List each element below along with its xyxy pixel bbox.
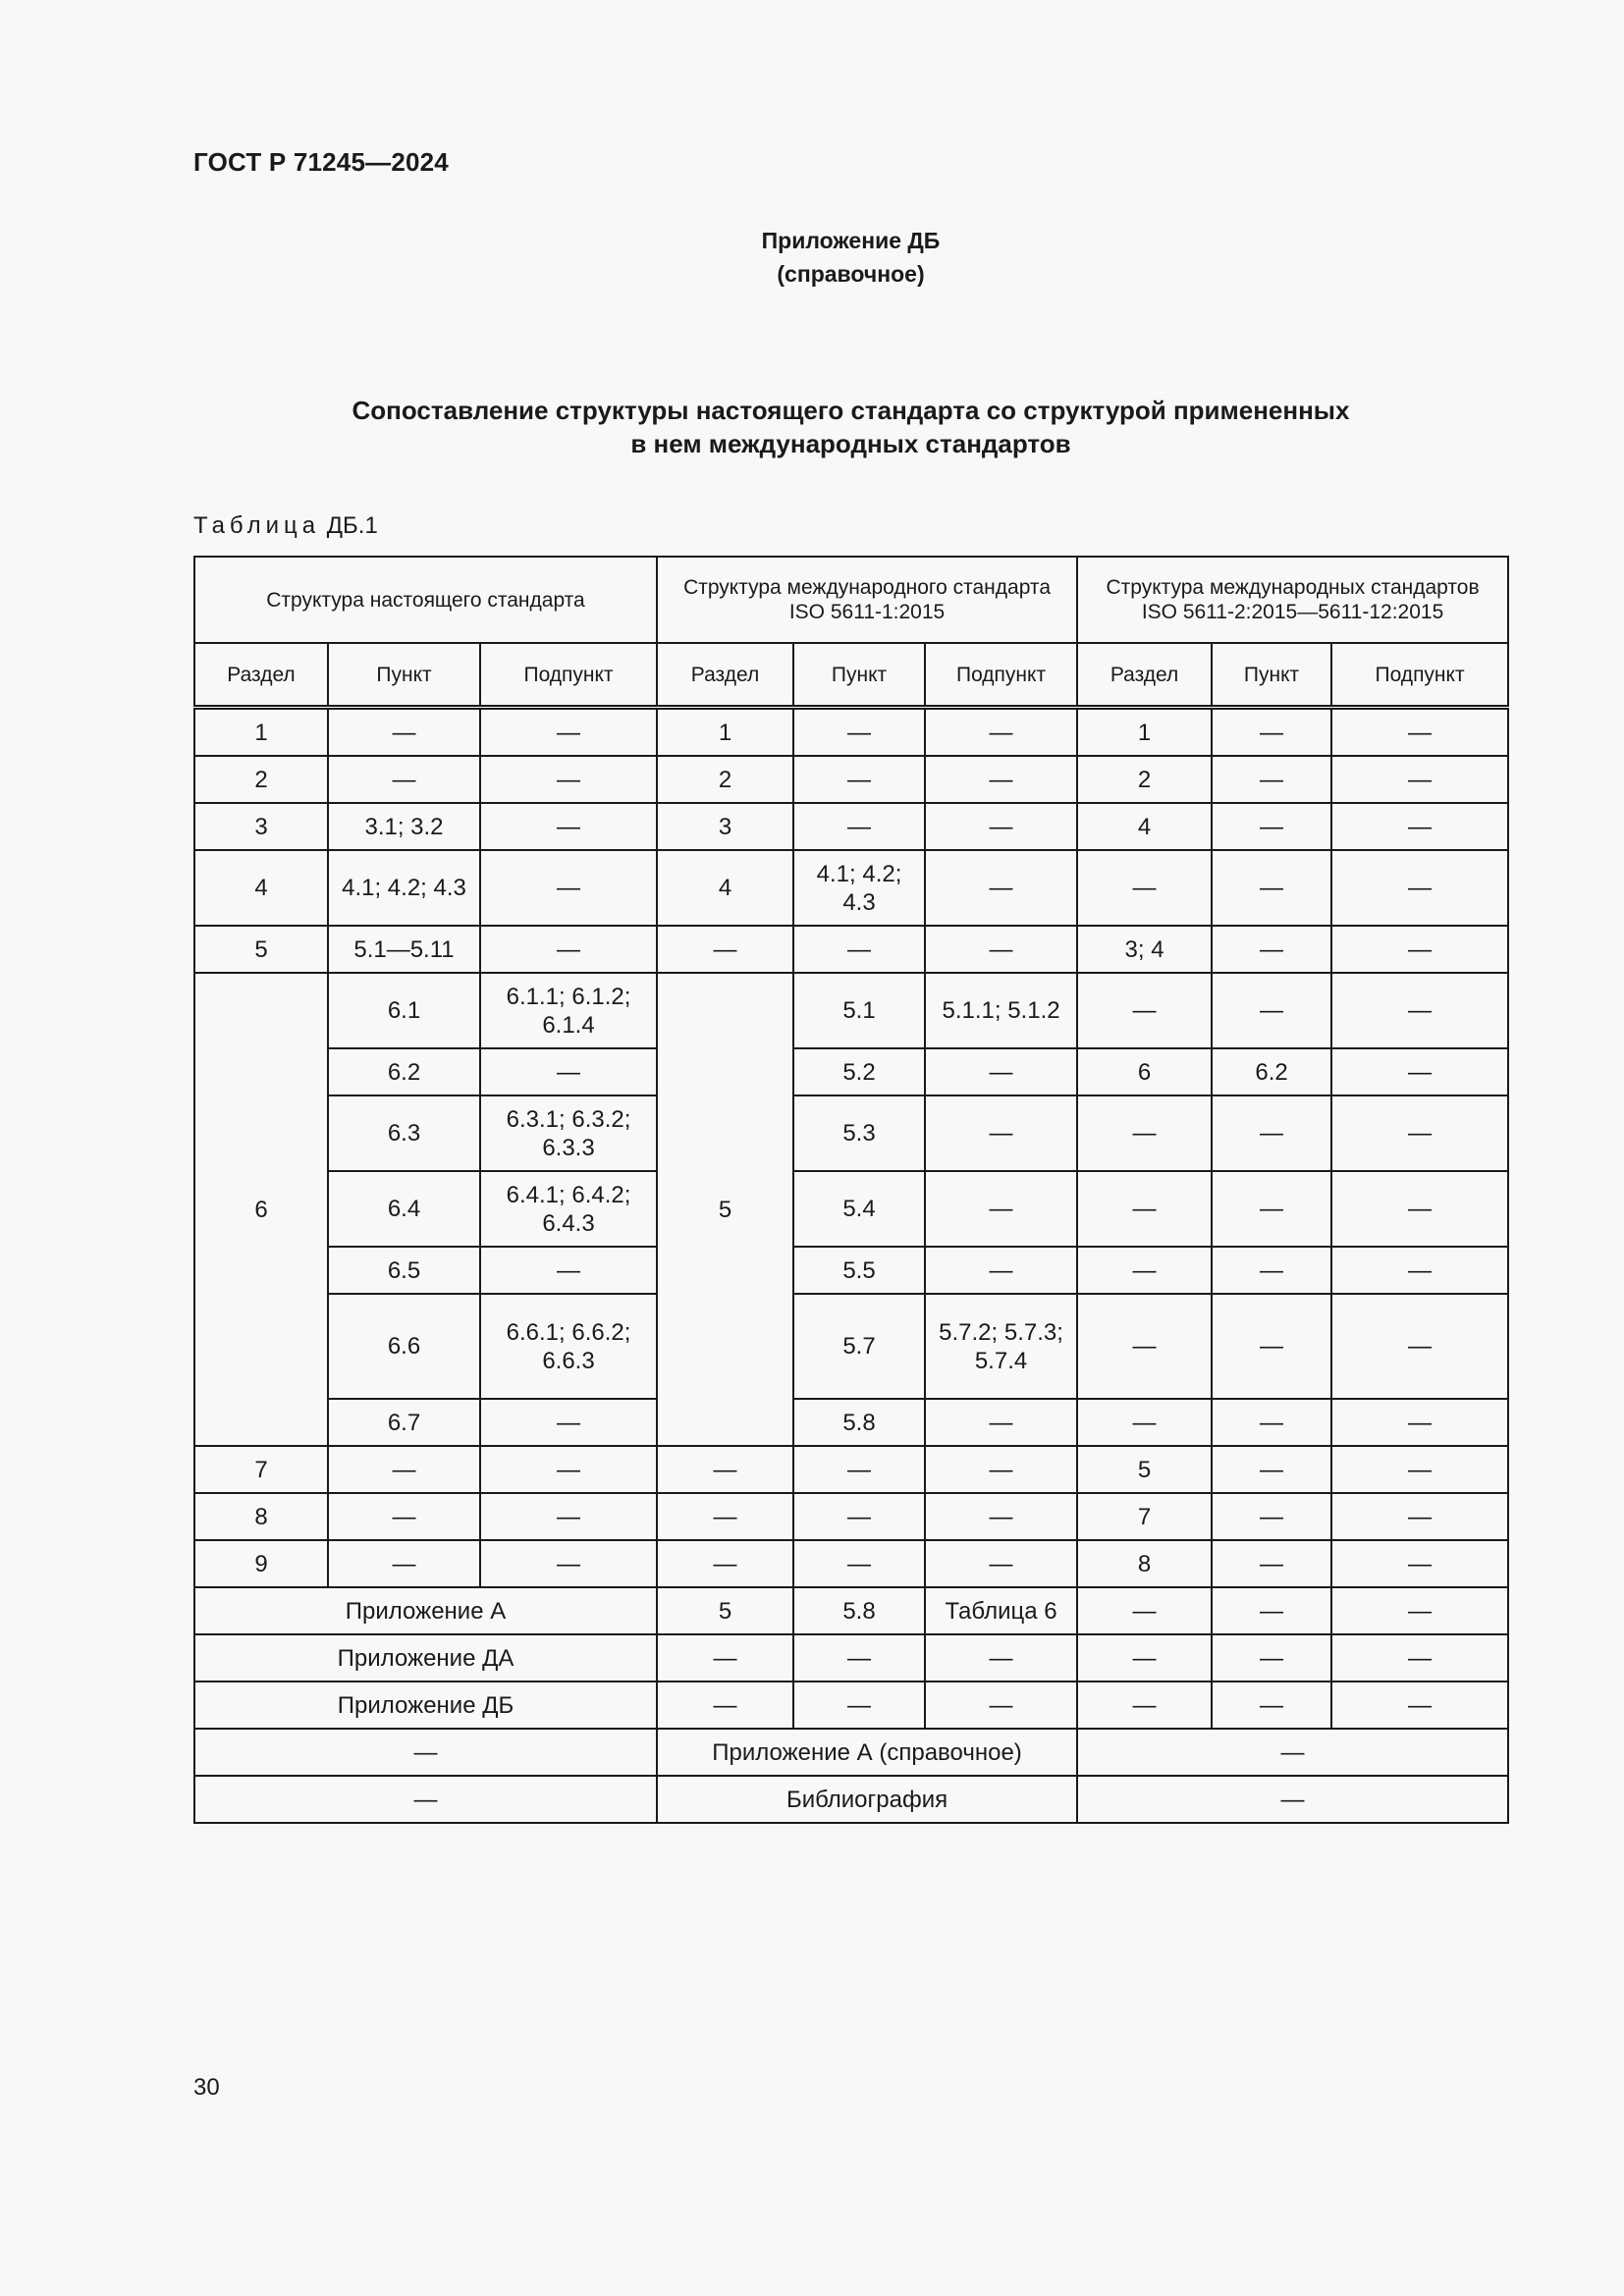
table-cell: Приложение А (справочное) (657, 1729, 1077, 1776)
table-cell: — (657, 1446, 793, 1493)
table-cell: — (925, 926, 1077, 973)
table-cell: — (925, 1399, 1077, 1446)
table-cell: 6.4 (328, 1171, 480, 1247)
table-cell: 2 (194, 756, 328, 803)
table-cell: — (328, 708, 480, 757)
table-row (194, 1634, 1508, 1682)
table-cell: — (793, 1493, 925, 1540)
table-cell: — (1331, 1634, 1508, 1682)
table-cell: 3; 4 (1077, 926, 1212, 973)
table-cell: — (793, 803, 925, 850)
table-cell: — (793, 926, 925, 973)
table-cell: 5.8 (793, 1399, 925, 1446)
table-row (194, 756, 1508, 803)
table-cell: — (328, 1493, 480, 1540)
table-cell: — (925, 850, 1077, 926)
table-cell: — (1212, 1294, 1331, 1399)
table-cell: — (1212, 756, 1331, 803)
table-cell: — (1331, 926, 1508, 973)
table-cell: — (1212, 850, 1331, 926)
table-cell: 2 (1077, 756, 1212, 803)
table-cell: — (328, 756, 480, 803)
table-row (194, 803, 1508, 850)
appendix-type: (справочное) (777, 261, 925, 287)
table-cell: — (1331, 1171, 1508, 1247)
table-cell: 3 (194, 803, 328, 850)
table-cell: Приложение ДА (194, 1634, 657, 1682)
table-row (194, 1682, 1508, 1729)
title-line-2: в нем международных стандартов (630, 429, 1071, 458)
table-cell: — (1077, 973, 1212, 1048)
table-cell: — (1331, 708, 1508, 757)
table-cell: 5 (1077, 1446, 1212, 1493)
table-cell: — (480, 803, 657, 850)
table-cell: 6.2 (1212, 1048, 1331, 1095)
table-cell: — (925, 1171, 1077, 1247)
table-group-header-row (194, 557, 1508, 643)
table-cell: — (1077, 1399, 1212, 1446)
table-cell: — (793, 708, 925, 757)
table-cell: — (480, 1247, 657, 1294)
table-row (194, 1540, 1508, 1587)
table-cell: 5.4 (793, 1171, 925, 1247)
table-cell: 5.1.1; 5.1.2 (925, 973, 1077, 1048)
table-row (194, 926, 1508, 973)
table-cell: Таблица 6 (925, 1587, 1077, 1634)
group-header-cell: Структура международных стандартов ISO 5611-2:2015—5611-12:2015 (1077, 557, 1508, 643)
table-cell: — (1331, 756, 1508, 803)
sub-header-cell: Пункт (328, 643, 480, 708)
table-cell: — (480, 756, 657, 803)
table-cell: 5 (657, 1587, 793, 1634)
table-cell: — (1331, 1247, 1508, 1294)
sub-header-cell: Пункт (1212, 643, 1331, 708)
table-caption (193, 512, 378, 540)
table-cell: — (1077, 1294, 1212, 1399)
table-cell: — (1331, 1540, 1508, 1587)
table-cell: — (1077, 1247, 1212, 1294)
table-cell: 7 (1077, 1493, 1212, 1540)
table-cell: 5 (194, 926, 328, 973)
appendix-name: Приложение ДБ (761, 228, 941, 253)
table-cell: Приложение ДБ (194, 1682, 657, 1729)
table-cell: 6 (194, 973, 328, 1446)
table-cell: 4.1; 4.2; 4.3 (328, 850, 480, 926)
table-cell: — (1077, 1171, 1212, 1247)
table-cell: — (925, 756, 1077, 803)
title-line-1: Сопоставление структуры настоящего стандарта со структурой примененных (352, 396, 1350, 425)
table-caption-number: ДБ.1 (326, 512, 378, 539)
table-cell: — (1212, 1634, 1331, 1682)
table-cell: 6.2 (328, 1048, 480, 1095)
table-cell: 6.7 (328, 1399, 480, 1446)
table-cell: — (1212, 708, 1331, 757)
table-cell: 2 (657, 756, 793, 803)
table-cell: — (1212, 1095, 1331, 1171)
table-row (194, 973, 1508, 1048)
structure-comparison-table (193, 556, 1509, 1824)
table-cell: — (925, 1095, 1077, 1171)
sub-header-cell: Раздел (194, 643, 328, 708)
table-cell: — (1331, 1493, 1508, 1540)
table-cell: 5.1 (793, 973, 925, 1048)
table-cell: 7 (194, 1446, 328, 1493)
table-cell: — (1331, 803, 1508, 850)
table-cell: 5.2 (793, 1048, 925, 1095)
table-cell: — (925, 708, 1077, 757)
table-cell: — (1331, 1048, 1508, 1095)
table-cell: — (657, 1682, 793, 1729)
table-cell: — (328, 1446, 480, 1493)
table-cell: — (925, 1682, 1077, 1729)
table-row (194, 850, 1508, 926)
table-cell: — (1212, 803, 1331, 850)
table-cell: 8 (1077, 1540, 1212, 1587)
table-cell: 6.6 (328, 1294, 480, 1399)
table-cell: 6.3.1; 6.3.2; 6.3.3 (480, 1095, 657, 1171)
table-cell: — (925, 1493, 1077, 1540)
table-cell: Приложение А (194, 1587, 657, 1634)
table-cell: — (925, 1247, 1077, 1294)
table-row (194, 1048, 1508, 1095)
table-cell: Библиография (657, 1776, 1077, 1823)
table-cell: 6 (1077, 1048, 1212, 1095)
table-caption-word: Таблица (193, 512, 321, 539)
page-number: 30 (193, 2074, 220, 2101)
table-cell: 5.1—5.11 (328, 926, 480, 973)
table-cell: 3.1; 3.2 (328, 803, 480, 850)
table-cell: — (1331, 973, 1508, 1048)
table-cell: 5 (657, 973, 793, 1446)
table-cell: 6.1 (328, 973, 480, 1048)
table-cell: — (1077, 1634, 1212, 1682)
table-row (194, 1729, 1508, 1776)
appendix-heading (0, 224, 1624, 291)
table-cell: — (480, 1540, 657, 1587)
table-cell: — (1077, 1729, 1508, 1776)
table-cell: — (925, 1048, 1077, 1095)
table-cell: — (925, 1540, 1077, 1587)
table-cell: — (1331, 850, 1508, 926)
table-cell: — (1212, 1682, 1331, 1729)
table-cell: — (328, 1540, 480, 1587)
table-cell: — (480, 926, 657, 973)
table-cell: — (925, 1446, 1077, 1493)
table-cell: — (1077, 1587, 1212, 1634)
table-cell: 1 (657, 708, 793, 757)
table-row (194, 1171, 1508, 1247)
table-cell: — (480, 1048, 657, 1095)
table-sub-header-row (194, 643, 1508, 708)
table-row (194, 1446, 1508, 1493)
table-cell: — (1077, 1095, 1212, 1171)
table-cell: — (194, 1729, 657, 1776)
sub-header-cell: Подпункт (480, 643, 657, 708)
table-row (194, 1095, 1508, 1171)
table-cell: — (1212, 926, 1331, 973)
table-cell: 5.5 (793, 1247, 925, 1294)
table-cell: — (657, 1540, 793, 1587)
table-cell: — (480, 1493, 657, 1540)
table-cell: 6.1.1; 6.1.2; 6.1.4 (480, 973, 657, 1048)
table-cell: 8 (194, 1493, 328, 1540)
table-cell: — (1331, 1095, 1508, 1171)
table-cell: — (1212, 1247, 1331, 1294)
table-cell: 6.5 (328, 1247, 480, 1294)
table-cell: — (925, 803, 1077, 850)
table-cell: — (793, 1634, 925, 1682)
table-cell: — (793, 1446, 925, 1493)
table-cell: 3 (657, 803, 793, 850)
sub-header-cell: Подпункт (925, 643, 1077, 708)
table-row (194, 1294, 1508, 1399)
table-cell: — (1212, 973, 1331, 1048)
table-cell: 9 (194, 1540, 328, 1587)
table-cell: 1 (194, 708, 328, 757)
table-row (194, 1587, 1508, 1634)
page-title (0, 394, 1624, 460)
table-cell: — (194, 1776, 657, 1823)
table-cell: 4 (1077, 803, 1212, 850)
table-cell: — (1212, 1493, 1331, 1540)
table-cell: 4.1; 4.2; 4.3 (793, 850, 925, 926)
group-header-cell: Структура настоящего стандарта (194, 557, 657, 643)
sub-header-cell: Пункт (793, 643, 925, 708)
sub-header-cell: Подпункт (1331, 643, 1508, 708)
table-cell: — (1212, 1171, 1331, 1247)
table-cell: — (1212, 1540, 1331, 1587)
table-cell: 6.6.1; 6.6.2; 6.6.3 (480, 1294, 657, 1399)
table-cell: — (1331, 1399, 1508, 1446)
table-cell: — (1212, 1399, 1331, 1446)
table-cell: — (1331, 1682, 1508, 1729)
table-row (194, 1399, 1508, 1446)
table-cell: — (793, 1682, 925, 1729)
table-cell: 5.3 (793, 1095, 925, 1171)
table-cell: 5.7.2; 5.7.3; 5.7.4 (925, 1294, 1077, 1399)
table-cell: — (1077, 1776, 1508, 1823)
table-cell: — (480, 850, 657, 926)
sub-header-cell: Раздел (657, 643, 793, 708)
table-cell: 4 (657, 850, 793, 926)
table-cell: — (657, 926, 793, 973)
table-row (194, 708, 1508, 757)
sub-header-cell: Раздел (1077, 643, 1212, 708)
table-cell: — (480, 708, 657, 757)
table-cell: — (793, 1540, 925, 1587)
table-cell: 1 (1077, 708, 1212, 757)
group-header-cell: Структура международного стандарта ISO 5611-1:2015 (657, 557, 1077, 643)
table-cell: — (1077, 1682, 1212, 1729)
table-cell: — (657, 1634, 793, 1682)
table-cell: 5.7 (793, 1294, 925, 1399)
table-row (194, 1247, 1508, 1294)
table-cell: — (480, 1446, 657, 1493)
table-cell: — (1331, 1294, 1508, 1399)
table-cell: — (657, 1493, 793, 1540)
table-cell: 6.3 (328, 1095, 480, 1171)
table-cell: — (1077, 850, 1212, 926)
table-cell: 4 (194, 850, 328, 926)
table-cell: — (793, 756, 925, 803)
table-cell: — (925, 1634, 1077, 1682)
table-cell: — (1331, 1446, 1508, 1493)
table-cell: — (1212, 1587, 1331, 1634)
table-cell: 6.4.1; 6.4.2; 6.4.3 (480, 1171, 657, 1247)
document-code: ГОСТ Р 71245—2024 (193, 147, 449, 177)
table-cell: — (480, 1399, 657, 1446)
table-cell: — (1331, 1587, 1508, 1634)
table-row (194, 1776, 1508, 1823)
table-cell: — (1212, 1446, 1331, 1493)
table-cell: 5.8 (793, 1587, 925, 1634)
table-row (194, 1493, 1508, 1540)
